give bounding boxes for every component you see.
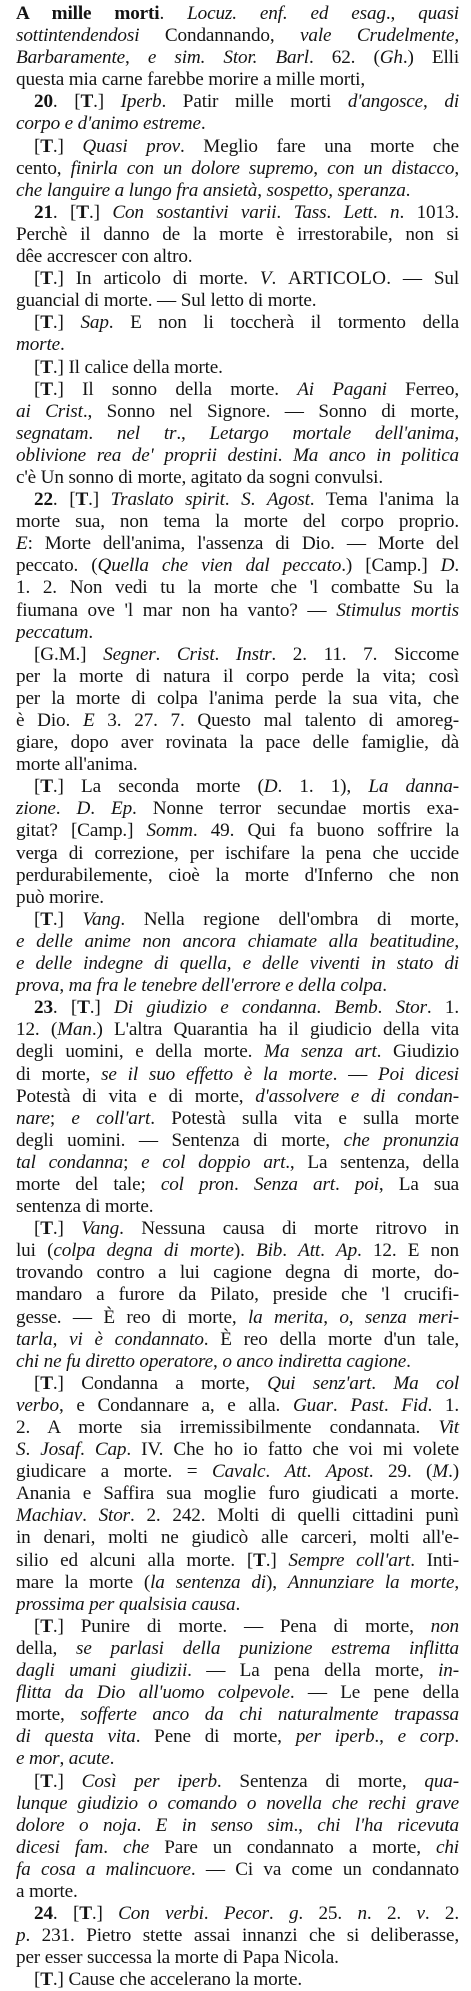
- text-line: Perchè il danno de la morte è irrestorabile, non si: [16, 223, 459, 245]
- text-line: [T.] La seconda morte (D. 1. 1), La danna-: [34, 776, 459, 798]
- text-line: [T.] Vang. Nella regione dell'ombra di morte,: [34, 908, 459, 930]
- text-line: prova, ma fra le tenebre dell'errore e della colpa.: [16, 975, 387, 997]
- text-line: morte, sofferte anco da chi naturalmente trapassa: [16, 1704, 459, 1726]
- text-line: peccatum.: [16, 621, 93, 643]
- text-line: [T.] Quasi prov. Meglio fare una morte che: [34, 135, 459, 157]
- text-line: segnatam. nel tr., Letargo mortale dell'anima,: [16, 422, 459, 444]
- text-line: e mor, acute.: [16, 1748, 115, 1770]
- text-line: morte del tale; col pron. Senza art. poi, La sua: [16, 1173, 460, 1195]
- text-line: [T.] Vang. Nessuna causa di morte ritrovo in: [34, 1218, 459, 1240]
- text-line: 2. A morte sia irremissibilmente condannata. Vit: [16, 1417, 459, 1438]
- entry-paragraph: [16, 202, 459, 268]
- text-line: 22. [T.] Traslato spirit. S. Agost. Tema l'anima la: [34, 489, 459, 511]
- text-line: giudicare a morte. = Cavalc. Att. Apost. 29. (M.): [16, 1461, 460, 1483]
- text-line: verga di correzione, per ischifare la pena che uccide: [16, 842, 459, 864]
- text-line: per la morte di natura il corpo perde la vita; così: [16, 665, 459, 687]
- text-line: lui (colpa degna di morte). Bib. Att. Ap. 12. E non: [16, 1240, 459, 1262]
- text-line: mandaro a furore da Pilato, preside che 'l crucifi-: [16, 1284, 459, 1306]
- text-line: dagli umani giudizii. — La pena della morte, in-: [16, 1660, 459, 1682]
- text-line: [T.] Cause che accelerano la morte.: [34, 1969, 303, 1991]
- text-line: di questa vita. Pene di morte, per iperb., e corp.: [16, 1726, 459, 1748]
- entry-paragraph: [16, 1969, 459, 1991]
- entry-paragraph: [16, 136, 459, 202]
- text-line: è Dio. E 3. 27. 7. Questo mal talento di amoreg-: [16, 710, 459, 731]
- text-line: Barbaramente, e sim. Stor. Barl. 62. (Gh.) Elli: [16, 47, 460, 69]
- text-line: corpo e d'animo estreme.: [16, 113, 206, 135]
- text-line: prossima per qualsisia causa.: [16, 1593, 241, 1615]
- entry-paragraph: [16, 909, 459, 997]
- text-line: a morte.: [16, 1880, 78, 1902]
- text-line: zione. D. Ep. Nonne terror secundae mortis exa-: [16, 798, 460, 820]
- text-line: 24. [T.] Con verbi. Pecor. g. 25. n. 2. v. 2.: [34, 1903, 459, 1925]
- text-line: A mille morti. Locuz. enf. ed esag., quasi: [16, 3, 459, 24]
- text-line: [G.M.] Segner. Crist. Instr. 2. 11. 7. Siccome: [34, 643, 459, 665]
- text-line: in denari, molti ne giudicò alle carceri, molti all'e-: [16, 1527, 459, 1549]
- text-line: può morire.: [16, 886, 104, 908]
- text-line: giare, dopo aver rovinata la pace delle famiglie, dà: [16, 732, 459, 754]
- entry-paragraph: [16, 1616, 459, 1771]
- text-line: di morte, se il suo effetto è la morte. — Poi dicesi: [16, 1063, 459, 1085]
- text-line: [T.] Il calice della morte.: [34, 356, 223, 378]
- text-line: e delle anime non ancora chiamate alla beatitudine,: [16, 930, 459, 952]
- entry-paragraph: [16, 1218, 459, 1373]
- text-line: flitta da Dio all'uomo colpevole. — Le pene della: [16, 1682, 459, 1704]
- text-line: gesse. — È reo di morte, la merita, o, senza meri-: [16, 1306, 459, 1328]
- text-line: Machiav. Stor. 2. 242. Molti di quelli cittadini punì: [16, 1505, 459, 1527]
- entry-paragraph: [16, 312, 459, 356]
- entry-paragraph: [16, 379, 459, 489]
- text-line: tal condanna; e col doppio art., La sentenza, della: [16, 1151, 459, 1173]
- text-line: [T.] Punire di morte. — Pena di morte, non: [34, 1615, 459, 1637]
- entry-paragraph: [16, 1373, 459, 1616]
- text-line: [T.] Il sonno della morte. Ai Pagani Ferreo,: [34, 378, 459, 400]
- entry-paragraph: [16, 1903, 459, 1969]
- text-line: della, se parlasi della punizione estrema inflitta: [16, 1637, 459, 1659]
- text-line: 23. [T.] Di giudizio e condanna. Bemb. Stor. 1.: [34, 997, 459, 1019]
- entry-paragraph: [16, 776, 459, 909]
- text-line: che languire a lungo fra ansietà, sospetto, speranza.: [16, 179, 411, 201]
- text-line: gitat? [Camp.] Somm. 49. Qui fa buono soffrire la: [16, 820, 459, 842]
- text-line: [T.] In articolo di morte. V. ARTICOLO. — Sul: [34, 268, 460, 290]
- text-line: dêe accrescer con altro.: [16, 246, 193, 268]
- text-line: sentenza di morte.: [16, 1196, 154, 1218]
- text-line: dolore o noja. E in senso sim., chi l'ha ricevuta: [16, 1814, 459, 1836]
- entry-paragraph: [16, 644, 459, 777]
- entry-paragraph: [16, 357, 459, 379]
- entry-paragraph: [16, 91, 459, 135]
- text-line: trovando contro a lui cagione degna di morte, do-: [16, 1262, 459, 1284]
- text-line: silio ed alcuni alla morte. [T.] Sempre coll'art. Inti-: [16, 1549, 459, 1571]
- text-line: perdurabilemente, cioè la morte d'Inferno che non: [16, 864, 459, 886]
- text-line: 1. 2. Non vedi tu la morte che 'l combatte Su la: [16, 577, 459, 599]
- text-line: per esser successa la morte di Papa Nicola.: [16, 1947, 339, 1969]
- text-line: mare la morte (la sentenza di), Annunziare la morte,: [16, 1571, 459, 1593]
- text-line: questa mia carne farebbe morire a mille morti,: [16, 69, 365, 91]
- text-line: nare; e coll'art. Potestà sulla vita e sulla morte: [16, 1107, 459, 1129]
- entry-paragraph: [16, 1771, 459, 1904]
- text-line: e delle indegne di quella, e delle viventi in stato di: [16, 953, 459, 975]
- text-line: per la morte di colpa l'anima perde la sua vita, che: [16, 687, 459, 709]
- text-line: guancial di morte. — Sul letto di morte.: [16, 290, 317, 312]
- entry-paragraph: [16, 268, 459, 312]
- text-line: [T.] Così per iperb. Sentenza di morte, qua-: [34, 1770, 459, 1792]
- text-line: lunque giudizio o comando o novella che rechi grave: [16, 1792, 459, 1814]
- text-line: degli uomini. — Sentenza di morte, che pronunzia: [16, 1129, 460, 1151]
- text-line: chi ne fu diretto operatore, o anco indiretta cagione.: [16, 1350, 411, 1372]
- text-line: tarla, vi è condannato. È reo della morte d'un tale,: [16, 1328, 460, 1350]
- entry-paragraph: [16, 3, 459, 91]
- text-line: 21. [T.] Con sostantivi varii. Tass. Lett. n. 1013.: [34, 201, 460, 223]
- text-line: morte sua, non tema la morte del corpo proprio.: [16, 511, 459, 533]
- text-line: S. Josaf. Cap. IV. Che ho io fatto che voi mi volete: [16, 1439, 459, 1461]
- text-line: cento, finirla con un dolore supremo, con un distacco,: [16, 157, 459, 179]
- text-line: oblivione rea de' proprii destini. Ma anco in politica: [16, 444, 460, 466]
- text-line: c'è Un sonno di morte, agitato da sogni convulsi.: [16, 466, 384, 488]
- text-line: degli uomini, e della morte. Ma senza art. Giudizio: [16, 1041, 459, 1063]
- entry-paragraph: [16, 997, 459, 1218]
- text-line: fa cosa a malincuore. — Ci va come un condannato: [16, 1858, 459, 1880]
- text-line: verbo, e Condannare a, e alla. Guar. Past. Fid. 1.: [16, 1394, 460, 1416]
- text-line: ai Crist., Sonno nel Signore. — Sonno di morte,: [16, 400, 459, 422]
- text-line: E: Morte dell'anima, l'assenza di Dio. — Morte del: [16, 533, 459, 555]
- text-line: sottintendendosi Condannando, vale Crudelmente,: [16, 25, 460, 47]
- text-line: fiumana ove 'l mar non ha vanto? — Stimulus mortis: [16, 599, 459, 621]
- text-line: morte all'anima.: [16, 754, 138, 776]
- text-line: 12. (Man.) L'altra Quarantia ha il giudicio della vita: [16, 1019, 459, 1041]
- text-line: 20. [T.] Iperb. Patir mille morti d'angosce, di: [34, 91, 459, 113]
- text-line: morte.: [16, 334, 65, 356]
- entry-paragraph: [16, 489, 459, 644]
- text-line: Anania e Saffira sua moglie furo giudicati a morte.: [16, 1483, 459, 1505]
- text-line: [T.] Condanna a morte, Qui senz'art. Ma col: [34, 1372, 460, 1394]
- text-line: [T.] Sap. E non li toccherà il tormento della: [34, 312, 459, 334]
- text-line: p. 231. Pietro stette assai innanzi che si deliberasse,: [16, 1925, 459, 1947]
- text-line: Potestà di vita e di morte, d'assolvere e di condan-: [16, 1085, 459, 1107]
- text-line: peccato. (Quella che vien dal peccato.) [Camp.] D.: [16, 555, 460, 577]
- text-line: dicesi fam. che Pare un condannato a morte, chi: [16, 1836, 459, 1858]
